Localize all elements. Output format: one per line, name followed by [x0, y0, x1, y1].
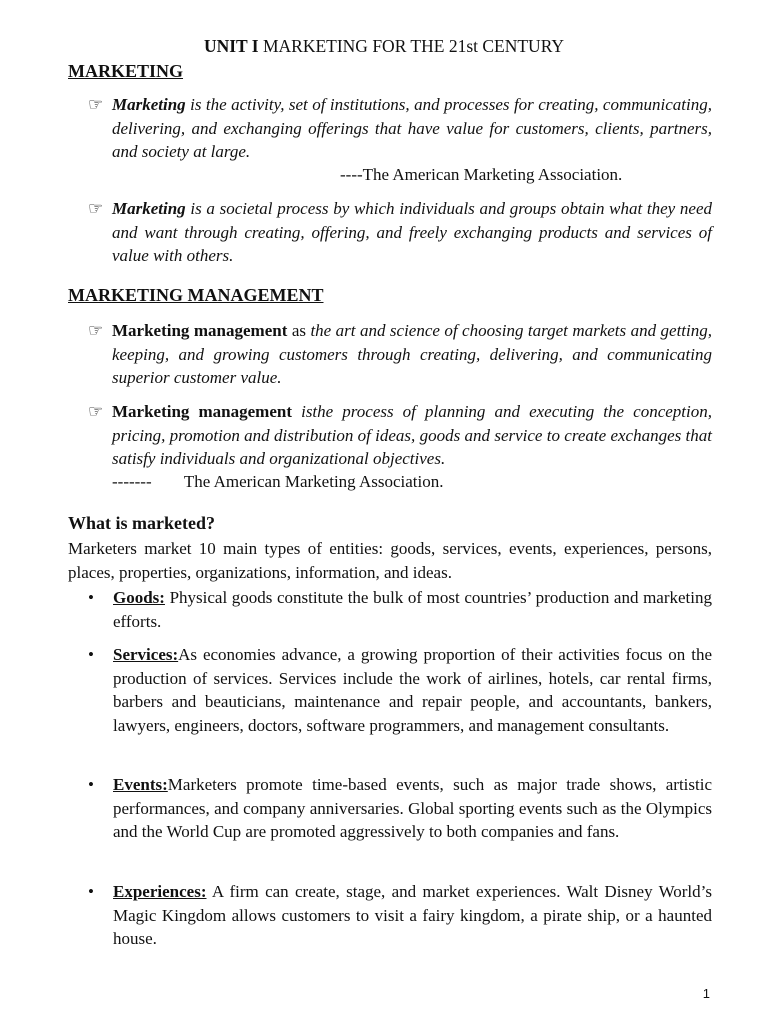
what-is-marketed-heading: What is marketed?: [68, 513, 215, 533]
unit-label: UNIT I: [203, 36, 259, 56]
bullet-dot-icon: •: [88, 882, 94, 901]
marketing-heading: MARKETING: [68, 61, 184, 81]
item-term: Goods:: [113, 588, 165, 607]
bullet-dot-icon: •: [88, 775, 94, 794]
item-term: Events:: [113, 775, 168, 794]
definition-text: is the activity, set of institutions, and processes for creating, communicating, delivering, and exchanging offerings that have value for customers, clients, partners, and society at large.: [112, 95, 712, 161]
item-text: As economies advance, a growing proportion of their activities focus on the production of services. Services include the work of airlines, hotels, car rental firms, barbers and beauticians, maintenance and repair people, and accountants, bankers, lawyers, engineers, doctors, software programmers, and management consultants.: [113, 645, 712, 735]
definition-source: The American Marketing Association.: [183, 472, 444, 491]
pointing-hand-icon: ☞: [88, 321, 104, 340]
item-term: Services:: [113, 645, 179, 664]
bullet-dot-icon: •: [88, 645, 94, 664]
marketing-definition-2: [88, 197, 712, 268]
pointing-hand-icon: ☞: [88, 95, 104, 114]
marketing-management-heading: MARKETING MANAGEMENT: [68, 285, 324, 305]
definition-term: Marketing: [112, 95, 186, 114]
definition-term: Marketing management: [112, 402, 292, 421]
management-definition-2: [88, 400, 712, 471]
item-text: Physical goods constitute the bulk of most countries’ production and marketing efforts.: [113, 588, 712, 631]
definition-term: Marketing management: [112, 321, 288, 340]
list-item-services: [88, 643, 712, 737]
item-text: A firm can create, stage, and market experiences. Walt Disney World’s Magic Kingdom allows customers to visit a fairy kingdom, a pirate ship, or a haunted house.: [113, 882, 712, 948]
pointing-hand-icon: ☞: [88, 402, 104, 421]
definition-source-line: [112, 472, 444, 492]
list-item-events: [88, 773, 712, 844]
bullet-dot-icon: •: [88, 588, 94, 607]
definition-text: isthe process of planning and executing the conception, pricing, promotion and distribution of ideas, goods and service to create exchanges that satisfy individuals and organizational objectives.: [112, 402, 712, 468]
definition-term: Marketing: [112, 199, 186, 218]
unit-title: MARKETING FOR THE 21st CENTURY: [262, 36, 565, 56]
marketing-definition-1: [88, 93, 712, 164]
definition-connector: as: [291, 321, 306, 340]
management-definition-1: [88, 319, 712, 390]
definition-text: the art and science of choosing target markets and getting, keeping, and growing customers through creating, delivering, and communicating superior customer value.: [112, 321, 713, 387]
page-number: 1: [702, 986, 710, 1001]
definition-text: is a societal process by which individuals and groups obtain what they need and want through creating, offering, and freely exchanging products and services of value with others.: [112, 199, 712, 265]
source-dash: -------: [112, 472, 152, 491]
list-item-goods: [88, 586, 712, 633]
definition-source: ----The American Marketing Association.: [340, 165, 623, 184]
page-title: [0, 36, 768, 57]
pointing-hand-icon: ☞: [88, 199, 104, 218]
item-text: Marketers promote time-based events, such as major trade shows, artistic performances, and company anniversaries. Global sporting events such as the Olympics and the World Cup are promoted aggressively to both companies and fans.: [113, 775, 712, 841]
item-term: Experiences:: [113, 882, 207, 901]
list-item-experiences: [88, 880, 712, 951]
marketed-intro: Marketers market 10 main types of entities: goods, services, events, experiences, persons, places, properties, organizations, information, and ideas.: [68, 539, 712, 582]
